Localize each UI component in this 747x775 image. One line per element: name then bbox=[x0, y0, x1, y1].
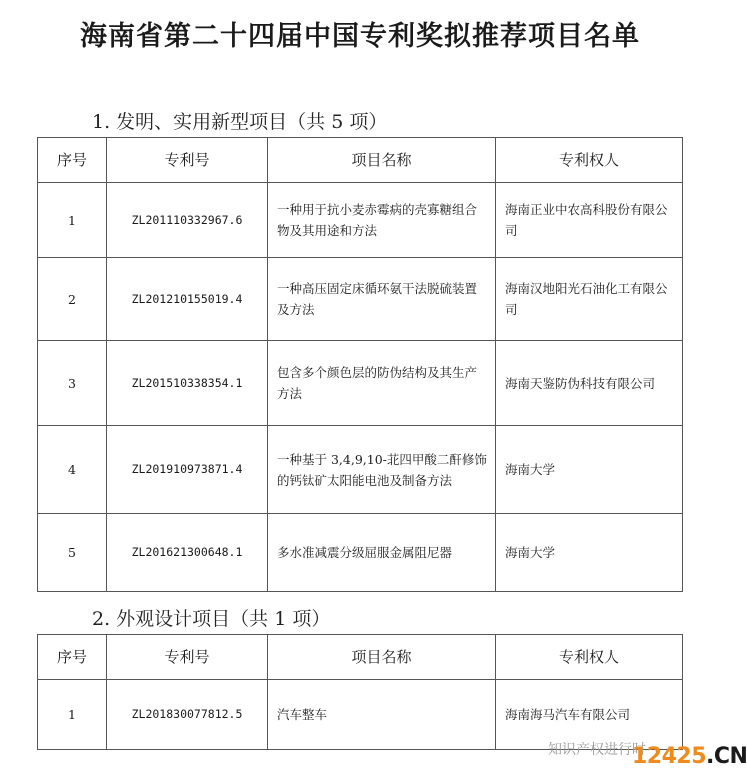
table-row bbox=[38, 514, 683, 592]
table-row bbox=[38, 258, 683, 341]
row-owner: 海南正业中农高科股份有限公司 bbox=[496, 183, 683, 258]
table-row bbox=[38, 426, 683, 514]
row-project-name: 一种用于抗小麦赤霉病的壳寡糖组合物及其用途和方法 bbox=[268, 183, 496, 258]
table-header-row bbox=[38, 138, 683, 183]
header-no: 序号 bbox=[38, 635, 107, 680]
row-project-name: 包含多个颜色层的防伪结构及其生产方法 bbox=[268, 341, 496, 426]
header-patent-no: 专利号 bbox=[107, 635, 268, 680]
row-owner: 海南汉地阳光石油化工有限公司 bbox=[496, 258, 683, 341]
row-owner: 海南大学 bbox=[496, 514, 683, 592]
row-no: 3 bbox=[38, 341, 107, 426]
section-heading-design: 2. 外观设计项目（共 1 项） bbox=[92, 608, 331, 630]
header-project-name: 项目名称 bbox=[268, 138, 496, 183]
row-patent-no: ZL201621300648.1 bbox=[107, 514, 268, 592]
page-title: 海南省第二十四届中国专利奖拟推荐项目名单 bbox=[80, 21, 640, 52]
row-project-name: 多水准减震分级屈服金属阻尼器 bbox=[268, 514, 496, 592]
row-project-name: 一种高压固定床循环氨干法脱硫装置及方法 bbox=[268, 258, 496, 341]
site-logo bbox=[632, 744, 747, 769]
row-owner: 海南海马汽车有限公司 bbox=[496, 680, 683, 750]
row-no: 4 bbox=[38, 426, 107, 514]
table-row bbox=[38, 183, 683, 258]
logo-number: 12425 bbox=[632, 744, 707, 769]
row-owner: 海南大学 bbox=[496, 426, 683, 514]
header-patent-no: 专利号 bbox=[107, 138, 268, 183]
row-patent-no: ZL201830077812.5 bbox=[107, 680, 268, 750]
table-header-row bbox=[38, 635, 683, 680]
header-no: 序号 bbox=[38, 138, 107, 183]
invention-table bbox=[37, 137, 683, 592]
row-project-name: 一种基于 3,4,9,10-苝四甲酸二酐修饰的钙钛矿太阳能电池及制备方法 bbox=[268, 426, 496, 514]
header-owner: 专利权人 bbox=[496, 138, 683, 183]
row-patent-no: ZL201910973871.4 bbox=[107, 426, 268, 514]
header-owner: 专利权人 bbox=[496, 635, 683, 680]
row-patent-no: ZL201210155019.4 bbox=[107, 258, 268, 341]
logo-domain: .CN bbox=[706, 744, 747, 769]
table-row bbox=[38, 341, 683, 426]
watermark-text: 知识产权进行时 bbox=[548, 742, 646, 758]
row-no: 5 bbox=[38, 514, 107, 592]
design-table bbox=[37, 634, 683, 750]
section-heading-invention: 1. 发明、实用新型项目（共 5 项） bbox=[92, 111, 388, 133]
row-owner: 海南天鉴防伪科技有限公司 bbox=[496, 341, 683, 426]
row-patent-no: ZL201110332967.6 bbox=[107, 183, 268, 258]
header-project-name: 项目名称 bbox=[268, 635, 496, 680]
row-no: 1 bbox=[38, 680, 107, 750]
row-project-name: 汽车整车 bbox=[268, 680, 496, 750]
row-no: 2 bbox=[38, 258, 107, 341]
row-no: 1 bbox=[38, 183, 107, 258]
row-patent-no: ZL201510338354.1 bbox=[107, 341, 268, 426]
